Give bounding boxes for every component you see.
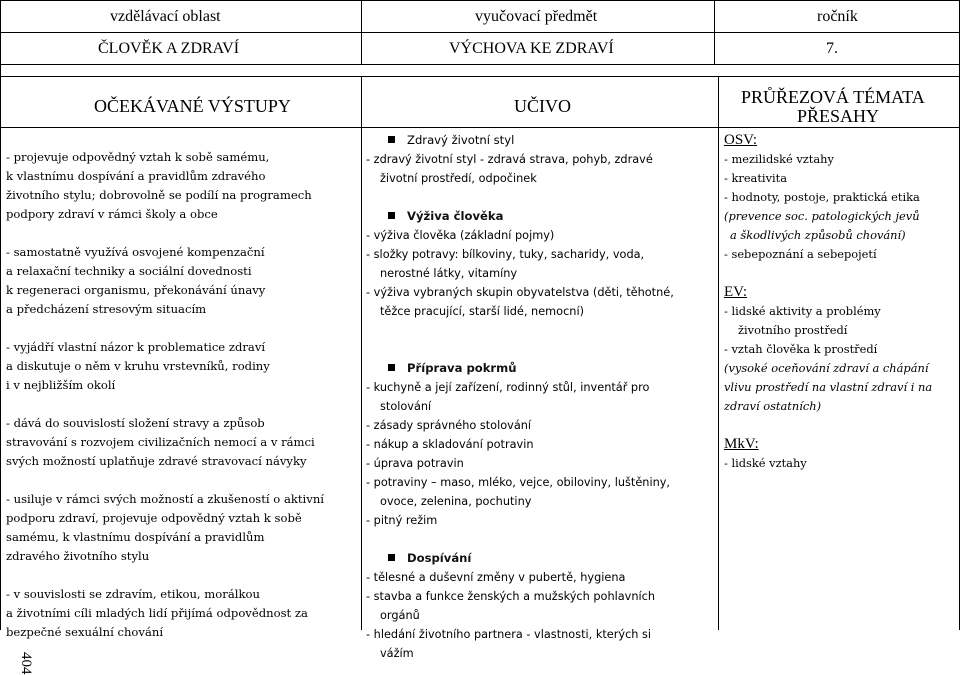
content-line: - potraviny – maso, mléko, vejce, obiloviny, luštěniny, bbox=[366, 476, 671, 489]
rule-col-1 bbox=[361, 76, 362, 630]
theme-note: vlivu prostředí na vlastní zdraví i na bbox=[724, 380, 933, 394]
section-title-nutrition: Výživa člověka bbox=[366, 207, 716, 226]
outcome-item: - dává do souvislostí složení stravy a způsob stravování s rozvojem civilizačních nemocí a v rámci svých možností uplatňuje zdravé stravovací návyky bbox=[6, 416, 315, 468]
bullet-icon bbox=[388, 212, 395, 219]
value-grade: 7. bbox=[826, 40, 838, 57]
content-line: - tělesné a duševní změny v pubertě, hygiena bbox=[366, 571, 626, 584]
theme-line: - mezilidské vztahy bbox=[724, 152, 834, 166]
rule-column-head bbox=[0, 127, 960, 128]
heading-outcomes: OČEKÁVANÉ VÝSTUPY bbox=[94, 96, 291, 116]
rule-header-mid bbox=[0, 32, 960, 33]
outcome-item: - vyjádří vlastní názor k problematice zdraví a diskutuje o něm v kruhu vrstevníků, rodiny i v nejbližším okolí bbox=[6, 340, 270, 392]
outcome-item: - samostatně využívá osvojené kompenzační a relaxační techniky a sociální dovednosti k regeneraci organismu, překonávání únavy a předcházení stresovým situacím bbox=[6, 245, 266, 316]
outcome-item: - usiluje v rámci svých možností a zkušeností o aktivní podporu zdraví, projevuje odpovědný vztah k sobě samému, k vlastnímu dospívání a pravidlům zdravého životního stylu bbox=[6, 492, 324, 563]
label-area: vzdělávací oblast bbox=[110, 8, 221, 25]
heading-themes: PRŮŘEZOVÁ TÉMATA bbox=[741, 87, 925, 107]
content-line: ovoce, zelenina, pochutiny bbox=[380, 495, 532, 508]
themes-column bbox=[724, 131, 958, 473]
content-line: těžce pracující, starší lidé, nemocní) bbox=[380, 305, 585, 318]
theme-line: - lidské vztahy bbox=[724, 456, 807, 470]
bullet-icon bbox=[388, 554, 395, 561]
theme-note: (prevence soc. patologických jevů bbox=[724, 209, 920, 223]
content-line: - nákup a skladování potravin bbox=[366, 438, 534, 451]
content-line: stolování bbox=[380, 400, 432, 413]
content-line: - výživa vybraných skupin obyvatelstva (děti, těhotné, bbox=[366, 286, 674, 299]
content-line: - úprava potravin bbox=[366, 457, 464, 470]
content-line: - hledání životního partnera - vlastnosti, kterých si bbox=[366, 628, 652, 641]
theme-line: - lidské aktivity a problémy bbox=[724, 304, 881, 318]
content-line: nerostné látky, vitamíny bbox=[380, 267, 518, 280]
content-line: - stavba a funkce ženských a mužských pohlavních bbox=[366, 590, 656, 603]
content-line: vážím bbox=[380, 647, 414, 660]
rule-col-b bbox=[714, 0, 715, 64]
rule-top bbox=[0, 0, 960, 1]
content-line: - zdravý životní styl - zdravá strava, pohyb, zdravé bbox=[366, 153, 653, 166]
content-line: životní prostředí, odpočinek bbox=[380, 172, 537, 185]
theme-line: - hodnoty, postoje, praktická etika bbox=[724, 190, 920, 204]
label-mkv: MkV: bbox=[724, 436, 759, 452]
value-subject: VÝCHOVA KE ZDRAVÍ bbox=[449, 40, 614, 57]
theme-line: - vztah člověka k prostředí bbox=[724, 342, 878, 356]
theme-line: životního prostředí bbox=[738, 323, 848, 337]
heading-themes-2: PŘESAHY bbox=[797, 106, 880, 126]
value-area: ČLOVĚK A ZDRAVÍ bbox=[98, 40, 240, 57]
outcome-item: - v souvislosti se zdravím, etikou, morálkou a životními cíli mladých lidí přijímá odpovědnost za bezpečné sexuální chování bbox=[6, 587, 308, 639]
content-line: - pitný režim bbox=[366, 514, 438, 527]
content-line: orgánů bbox=[380, 609, 420, 622]
rule-table-top bbox=[0, 76, 960, 77]
section-title-cooking: Příprava pokrmů bbox=[366, 359, 716, 378]
heading-content: UČIVO bbox=[514, 96, 571, 116]
rule-col-a bbox=[361, 0, 362, 64]
section-title-puberty: Dospívání bbox=[366, 549, 716, 568]
section-title-lifestyle: Zdravý životní styl bbox=[366, 131, 716, 150]
outcomes-column bbox=[6, 148, 358, 661]
label-ev: EV: bbox=[724, 284, 748, 300]
bullet-icon bbox=[388, 136, 395, 143]
label-osv: OSV: bbox=[724, 132, 758, 148]
theme-line: - kreativita bbox=[724, 171, 788, 185]
theme-note: (vysoké oceňování zdraví a chápání bbox=[724, 361, 929, 375]
content-line: - zásady správného stolování bbox=[366, 419, 532, 432]
theme-note: a škodlivých způsobů chování) bbox=[730, 228, 906, 242]
bullet-icon bbox=[388, 364, 395, 371]
content-line: - kuchyně a její zařízení, rodinný stůl, inventář pro bbox=[366, 381, 650, 394]
theme-line: - sebepoznání a sebepojetí bbox=[724, 247, 877, 261]
page-number: 404 bbox=[18, 652, 34, 675]
label-grade: ročník bbox=[817, 8, 858, 25]
content-column bbox=[366, 131, 716, 663]
content-line: - výživa člověka (základní pojmy) bbox=[366, 229, 555, 242]
rule-header-bottom bbox=[0, 64, 960, 65]
label-subject: vyučovací předmět bbox=[475, 8, 598, 25]
outcome-item: - projevuje odpovědný vztah k sobě samému, k vlastnímu dospívání a pravidlům zdravého životního stylu; dobrovolně se podílí na programech podpory zdraví v rámci školy a obce bbox=[6, 150, 312, 221]
rule-left bbox=[0, 0, 1, 630]
theme-note: zdraví ostatních) bbox=[724, 399, 822, 413]
rule-col-2 bbox=[718, 76, 719, 630]
content-line: - složky potravy: bílkoviny, tuky, sacharidy, voda, bbox=[366, 248, 645, 261]
